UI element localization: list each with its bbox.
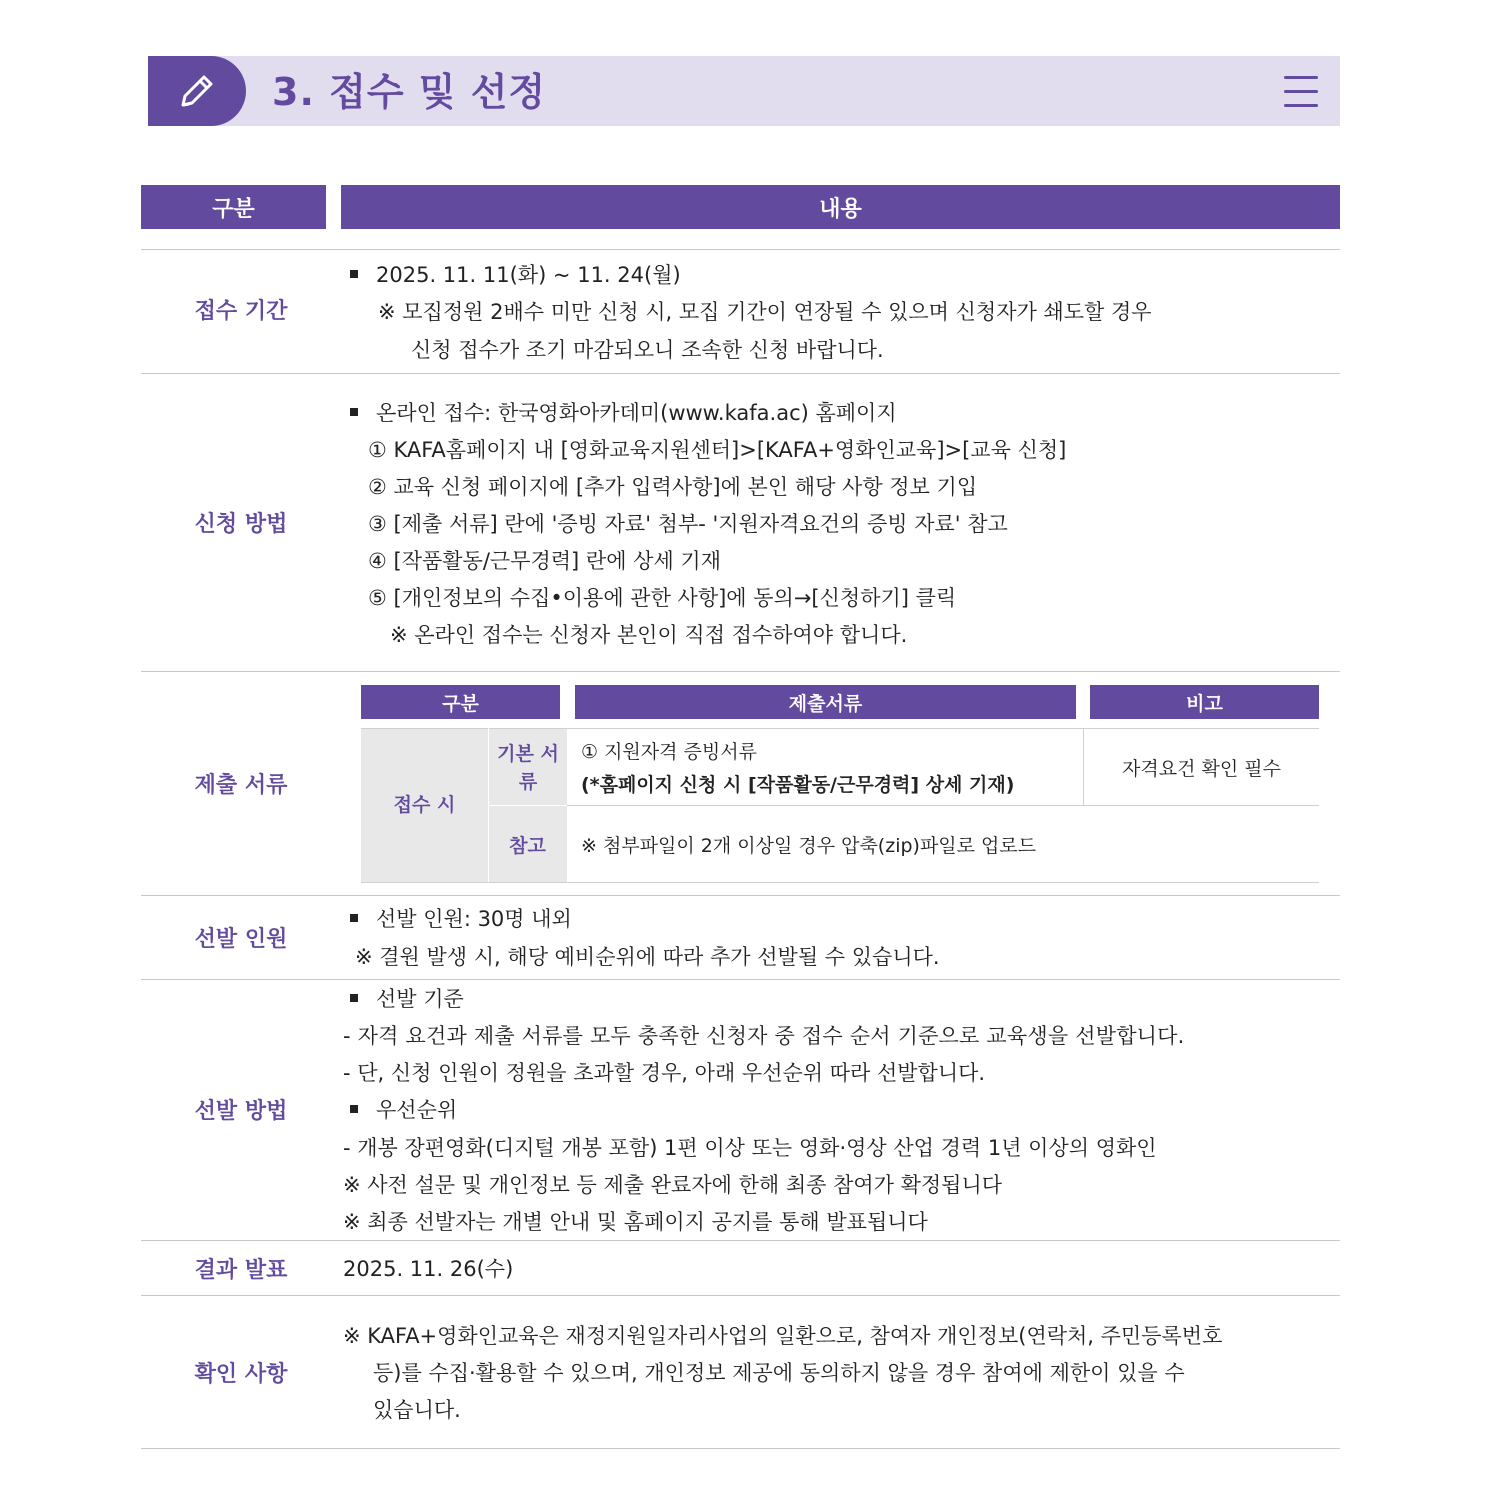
- method-step-1: ① KAFA홈페이지 내 [영화교육지원센터]>[KAFA+영화인교육]>[교육 신청]: [368, 438, 1067, 462]
- pencil-icon: [175, 69, 219, 113]
- method-step-5: ⑤ [개인정보의 수집•이용에 관한 사항]에 동의→[신청하기] 클릭: [368, 586, 957, 610]
- docs-divider: [488, 728, 489, 882]
- row-label-result: 결과 발표: [194, 1258, 288, 1283]
- row-label-quota: 선발 인원: [194, 927, 288, 952]
- row-label-documents: 제출 서류: [194, 773, 288, 798]
- selection-note-2: ※ 최종 선발자는 개별 안내 및 홈페이지 공지를 통해 발표됩니다: [343, 1210, 928, 1234]
- method-note: ※ 온라인 접수는 신청자 본인이 직접 접수하여야 합니다.: [390, 623, 908, 647]
- selection-priority-1: - 개봉 장편영화(디지털 개봉 포함) 1편 이상 또는 영화·영상 산업 경력 1년 이상의 영화인: [343, 1136, 1157, 1160]
- bullet-square-icon: [350, 914, 358, 922]
- confirm-line-1: ※ KAFA+영화인교육은 재정지원일자리사업의 일환으로, 참여자 개인정보(연락처, 주민등록번호: [343, 1324, 1223, 1348]
- row-divider: [141, 1240, 1340, 1241]
- docs-basic-doc-1: ① 지원자격 증빙서류: [581, 741, 757, 763]
- docs-basic-remark: 자격요건 확인 필수: [1122, 758, 1281, 780]
- docs-divider: [361, 728, 1319, 729]
- docs-divider: [488, 805, 567, 806]
- selection-note-1: ※ 사전 설문 및 개인정보 등 제출 완료자에 한해 최종 참여가 확정됩니다: [343, 1173, 1003, 1197]
- row-label-method: 신청 방법: [194, 512, 288, 537]
- row-label-period: 접수 기간: [194, 299, 288, 324]
- row-divider: [141, 1295, 1340, 1296]
- row-divider: [141, 895, 1340, 896]
- period-note-2: 신청 접수가 조기 마감되오니 조속한 신청 바랍니다.: [411, 338, 884, 362]
- quota-line-2: ※ 결원 발생 시, 해당 예비순위에 따라 추가 선발될 수 있습니다.: [355, 945, 940, 969]
- period-note-1: ※ 모집정원 2배수 미만 신청 시, 모집 기간이 연장될 수 있으며 신청자가 쇄도할 경우: [378, 300, 1152, 324]
- method-step-2: ② 교육 신청 페이지에 [추가 입력사항]에 본인 해당 사항 정보 기입: [368, 475, 978, 499]
- docs-row-group: 접수 시: [393, 794, 456, 816]
- selection-criteria-1: - 자격 요건과 제출 서류를 모두 충족한 신청자 중 접수 순서 기준으로 교육생을 선발합니다.: [343, 1024, 1185, 1048]
- row-label-confirm: 확인 사항: [194, 1362, 288, 1387]
- docs-divider: [567, 805, 1319, 806]
- period-date: 2025. 11. 11(화) ~ 11. 24(월): [350, 259, 681, 289]
- bullet-square-icon: [350, 408, 358, 416]
- method-step-4: ④ [작품활동/근무경력] 란에 상세 기재: [368, 549, 721, 573]
- row-divider: [141, 979, 1340, 980]
- docs-basic-label: 기본 서류: [497, 743, 559, 793]
- result-date: 2025. 11. 26(수): [343, 1257, 514, 1281]
- row-divider: [141, 1448, 1340, 1449]
- docs-ref-text: ※ 첨부파일이 2개 이상일 경우 압축(zip)파일로 업로드: [581, 835, 1037, 857]
- selection-priority-title: 우선순위: [350, 1094, 457, 1124]
- row-divider: [141, 249, 1340, 250]
- quota-line-1: 선발 인원: 30명 내외: [350, 903, 572, 933]
- docs-ref-label: 참고: [509, 835, 546, 857]
- selection-criteria-title: 선발 기준: [350, 983, 464, 1013]
- bullet-square-icon: [350, 1105, 358, 1113]
- row-label-selection: 선발 방법: [194, 1099, 288, 1124]
- docs-header-remarks: 비고: [1090, 685, 1319, 719]
- confirm-line-3: 있습니다.: [373, 1398, 461, 1422]
- confirm-line-2: 등)를 수집·활용할 수 있으며, 개인정보 제공에 동의하지 않을 경우 참여에 제한이 있을 수: [373, 1361, 1185, 1385]
- method-step-3: ③ [제출 서류] 란에 '증빙 자료' 첨부- '지원자격요건의 증빙 자료' 참고: [368, 512, 1008, 536]
- bullet-square-icon: [350, 270, 358, 278]
- row-divider: [141, 373, 1340, 374]
- docs-basic-doc-2: (*홈페이지 신청 시 [작품활동/근무경력] 상세 기재): [581, 774, 1015, 796]
- hamburger-menu-icon[interactable]: [1284, 74, 1318, 108]
- selection-criteria-2: - 단, 신청 인원이 정원을 초과할 경우, 아래 우선순위 따라 선발합니다.: [343, 1061, 986, 1085]
- docs-header-docs: 제출서류: [575, 685, 1076, 719]
- docs-header-category: 구분: [361, 685, 560, 719]
- bullet-square-icon: [350, 994, 358, 1002]
- row-divider: [141, 671, 1340, 672]
- column-header-category: 구분: [141, 185, 326, 229]
- method-title: 온라인 접수: 한국영화아카데미(www.kafa.ac) 홈페이지: [350, 397, 897, 427]
- column-header-content: 내용: [341, 185, 1340, 229]
- section-header-tab: [148, 56, 246, 126]
- page-title: 3. 접수 및 선정: [272, 70, 547, 114]
- docs-divider: [361, 882, 1319, 883]
